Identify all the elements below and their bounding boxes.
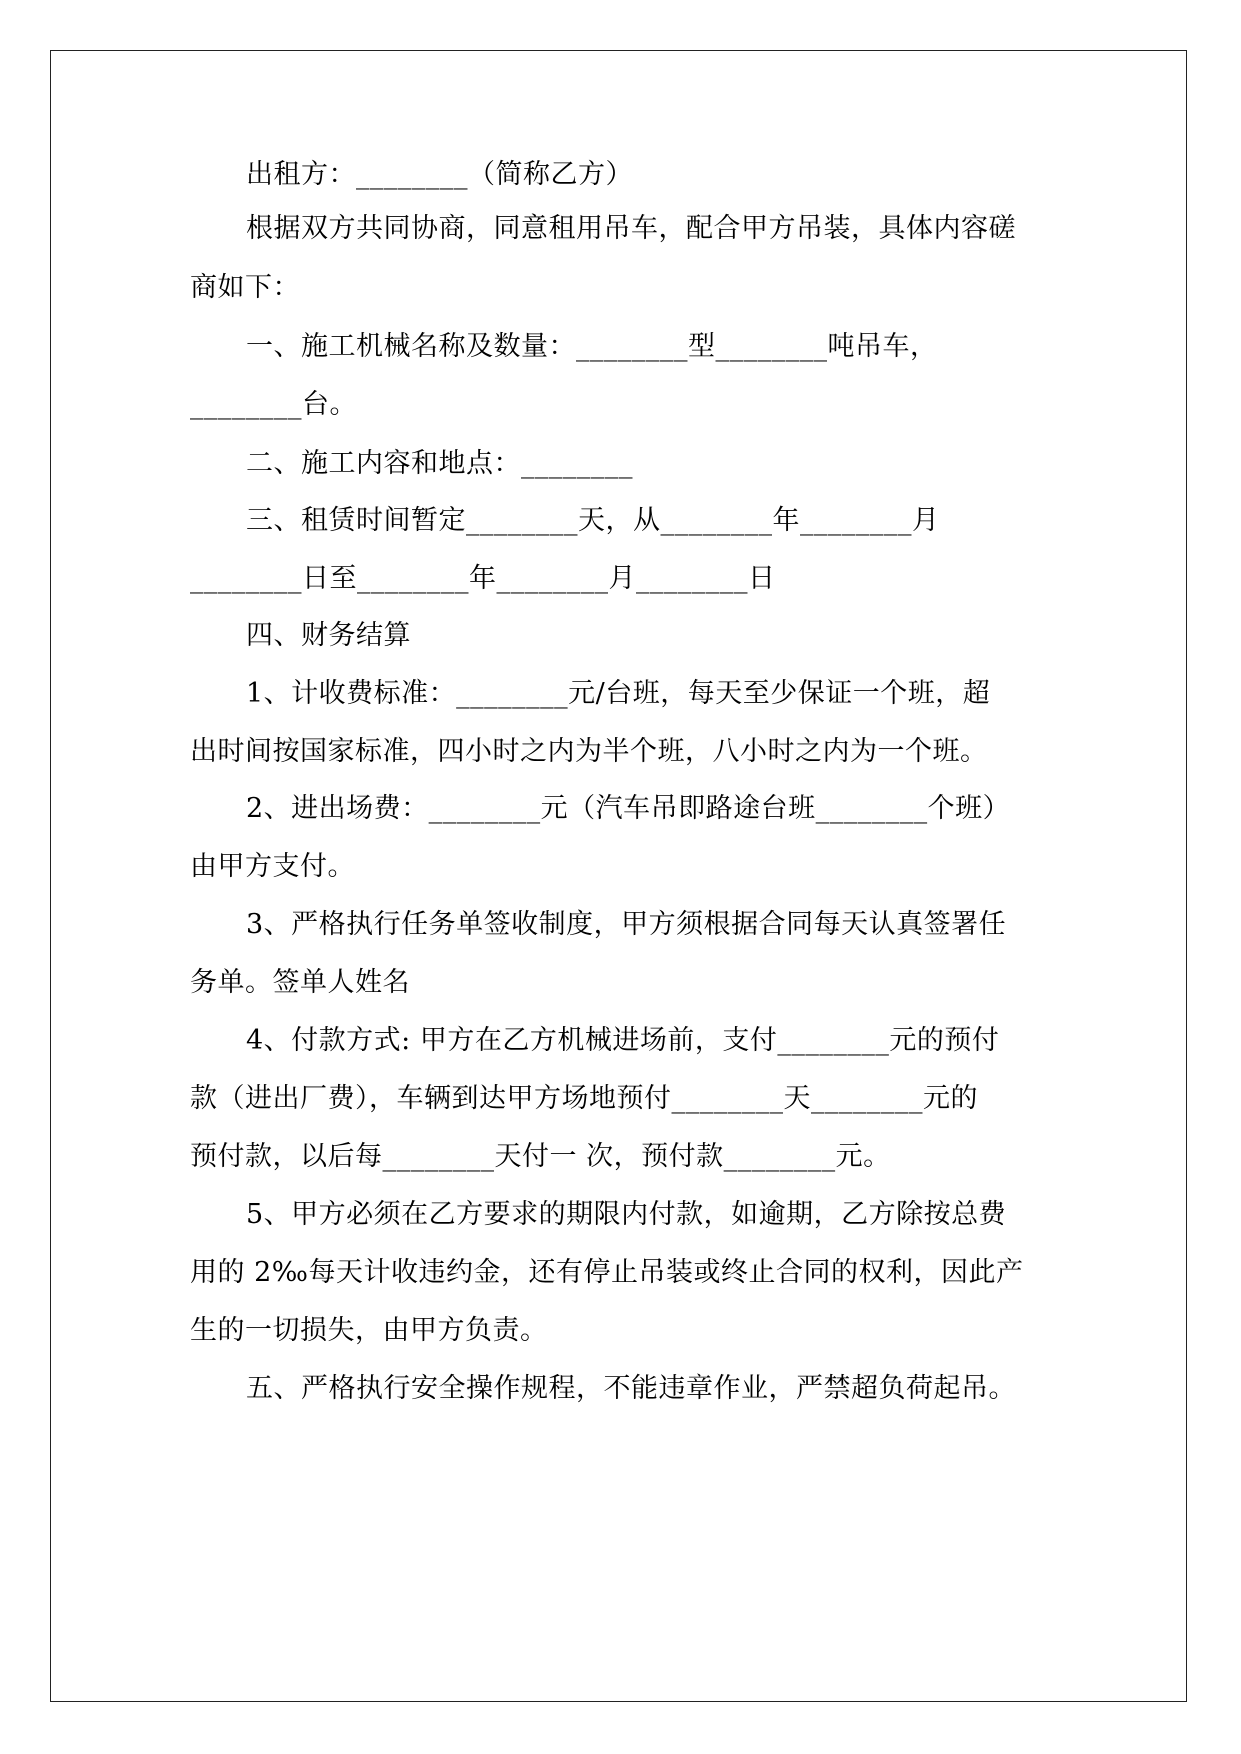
- section-3-line-1: 三、租赁时间暂定________天，从________年________月: [246, 505, 940, 536]
- section-1-line-1: 一、施工机械名称及数量：________型________吨吊车，: [246, 331, 938, 362]
- clause-2-line-1: 2、进出场费：________元（汽车吊即路途台班________个班）: [246, 793, 1011, 824]
- section-4-heading: 四、财务结算: [246, 620, 411, 651]
- section-1-line-2: ________台。: [190, 389, 357, 420]
- clause-1-line-2: 出时间按国家标准，四小时之内为半个班，八小时之内为一个班。: [190, 736, 988, 767]
- section-5-line: 五、严格执行安全操作规程，不能违章作业，严禁超负荷起吊。: [246, 1373, 1016, 1404]
- clause-2-line-2: 由甲方支付。: [190, 851, 355, 882]
- clause-4-line-2: 款（进出厂费），车辆到达甲方场地预付________天________元的: [190, 1083, 978, 1114]
- clause-5-line-3: 生的一切损失，由甲方负责。: [190, 1315, 548, 1346]
- section-3-line-2: ________日至________年________月________日: [190, 563, 776, 594]
- preamble-line-1: 根据双方共同协商，同意租用吊车，配合甲方吊装，具体内容磋: [246, 213, 1016, 244]
- clause-5-line-1: 5、甲方必须在乙方要求的期限内付款，如逾期，乙方除按总费: [246, 1199, 1007, 1230]
- clause-4-line-3: 预付款，以后每________天付一 次，预付款________元。: [190, 1141, 891, 1172]
- section-2-line: 二、施工内容和地点：________: [246, 448, 633, 479]
- clause-4-line-1: 4、付款方式: 甲方在乙方机械进场前，支付________元的预付: [246, 1025, 1000, 1056]
- clause-5-line-2: 用的 2‰每天计收违约金，还有停止吊装或终止合同的权利，因此产: [190, 1257, 1024, 1288]
- clause-1-line-1: 1、计收费标准：________元/台班，每天至少保证一个班，超: [246, 678, 991, 709]
- preamble-line-2: 商如下：: [190, 272, 300, 303]
- lessor-line: 出租方：________（简称乙方）: [246, 159, 633, 190]
- clause-3-line-2: 务单。签单人姓名: [190, 967, 410, 998]
- clause-3-line-1: 3、严格执行任务单签收制度，甲方须根据合同每天认真签署任: [246, 909, 1007, 940]
